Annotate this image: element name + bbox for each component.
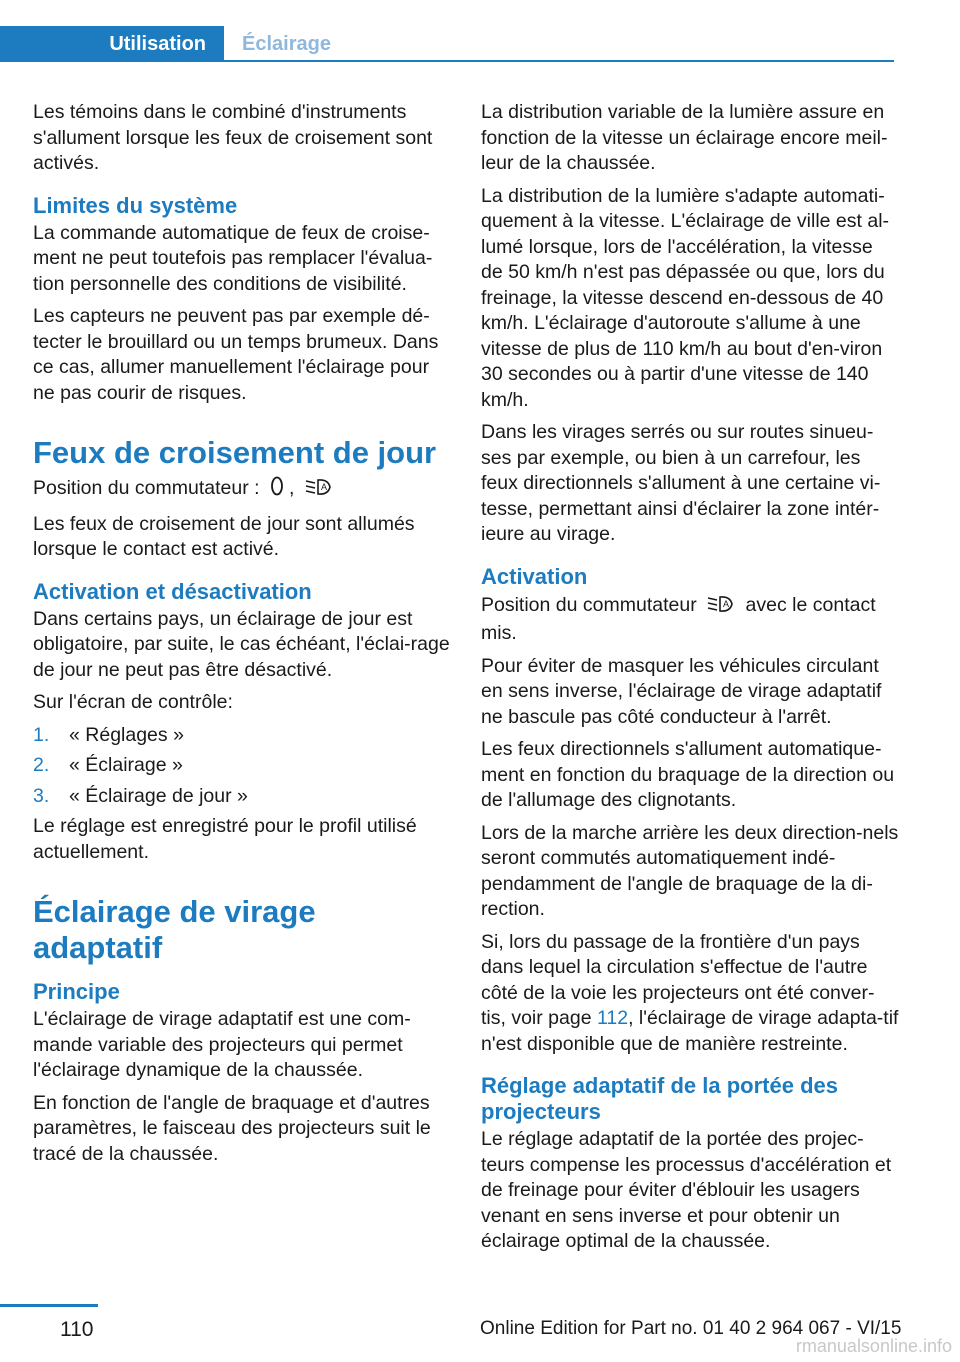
icon-separator: ,	[288, 477, 295, 499]
switch-position-label: Position du commutateur :	[33, 477, 260, 499]
paragraph: Lors de la marche arrière les deux direction‐nels seront commutés automatiquement indé‐pendamment de l'angle de braquage de la di‐rection.	[481, 821, 899, 920]
heading-eclairage-virage: Éclairage de virage adaptatif	[33, 894, 316, 965]
step-number: 3.	[33, 784, 50, 807]
page-header	[0, 0, 960, 62]
paragraph: Les feux directionnels s'allument automatique‐ment en fonction du braquage de la direction ou de l'allumage des clignotants.	[481, 738, 895, 811]
paragraph: Le réglage est enregistré pour le profil utilisé actuellement.	[33, 815, 417, 863]
step-text: « Éclairage de jour »	[69, 784, 248, 807]
paragraph: L'éclairage de virage adaptatif est une com‐mande variable des projecteurs qui permet l'éclairage dynamique de la chaussée.	[33, 1008, 411, 1081]
paragraph: Dans les virages serrés ou sur routes sinueu‐ses par exemple, ou bien à un carrefour, les feux directionnels s'allument à une certaine vi‐tesse, permettant ainsi d'éclairer la zone intér‐ieure au virage.	[481, 421, 881, 545]
step-text: « Éclairage »	[69, 754, 183, 776]
switch-zero-icon	[269, 475, 285, 505]
watermark: rmanualsonline.info	[795, 1336, 952, 1356]
step-number: 2.	[33, 754, 50, 776]
header-divider	[224, 60, 894, 62]
low-beam-auto-icon	[304, 475, 334, 505]
list-item	[33, 723, 451, 749]
paragraph-text: , l'éclairage de virage adapta‐tif n'est disponible que de manière restreinte.	[481, 1007, 899, 1055]
heading-activation: Activation	[481, 563, 588, 589]
right-column	[481, 100, 899, 1262]
heading-activation-desactivation: Activation et désactivation	[33, 578, 312, 604]
edition-info: Online Edition for Part no. 01 40 2 964 067 - VI/15	[480, 1318, 902, 1339]
paragraph: Pour éviter de masquer les véhicules circulant en sens inverse, l'éclairage de virage adaptatif ne bascule pas côté conducteur à l'arrêt.	[481, 654, 882, 728]
left-column	[33, 100, 451, 1174]
switch-position-line	[481, 592, 899, 647]
page-number: 110	[60, 1318, 94, 1341]
switch-position-line	[33, 475, 451, 505]
page-reference-link[interactable]: 112	[596, 1007, 629, 1029]
svg-text:A: A	[723, 598, 730, 609]
section-tab-utilisation[interactable]: Utilisation	[0, 26, 224, 62]
step-text: « Réglages »	[69, 723, 184, 746]
paragraph: Les témoins dans le combiné d'instruments s'allument lorsque les feux de croisement sont activés.	[33, 101, 433, 174]
paragraph: Dans certains pays, un éclairage de jour est obligatoire, par suite, le cas échéant, l'éclai‐rage de jour ne peut pas être désactivé.	[33, 607, 450, 681]
step-number: 1.	[33, 723, 50, 746]
switch-position-label: Position du commutateur	[481, 593, 697, 616]
heading-feux-jour: Feux de croisement de jour	[33, 435, 437, 470]
svg-text:A: A	[320, 482, 327, 492]
switch-position-suffix: avec le contact mis.	[481, 593, 876, 644]
paragraph: La distribution de la lumière s'adapte automati‐quement à la vitesse. L'éclairage de ville est al‐lumé lorsque, lors de l'accélération, la vitesse de 50 km/h n'est pas dépassée ou que, lors du freinage, la vitesse descend en-dessous de 40 km/h. L'éclairage d'autoroute s'allume à une vitesse de plus de 110 km/h au bout d'en‐viron 30 secondes ou à partir d'une vitesse de 140 km/h.	[481, 184, 890, 411]
paragraph-with-link	[481, 930, 899, 1058]
paragraph: Le réglage adaptatif de la portée des projec‐teurs compense les processus d'accélération et de freinage pour éviter d'éblouir les usagers venant en sens inverse et pour obtenir un éclairage optimal de la chaussée.	[481, 1128, 892, 1252]
steps-list	[33, 723, 451, 810]
list-item	[33, 784, 451, 810]
paragraph: Les capteurs ne peuvent pas par exemple dé‐tecter le brouillard ou un temps brumeux. Dans ce cas, allumer manuellement l'éclairage pour ne pas courir de risques.	[33, 305, 439, 404]
footer-accent-line	[0, 1304, 98, 1307]
low-beam-auto-icon	[706, 592, 736, 622]
paragraph: Sur l'écran de contrôle:	[33, 691, 233, 713]
paragraph: La distribution variable de la lumière assure en fonction de la vitesse un éclairage encore meil‐leur de la chaussée.	[481, 101, 888, 174]
paragraph-text: Si, lors du passage de la frontière d'un pays dans lequel la circulation s'effectue de l'autre côté de la voie les projecteurs ont été conver‐tis, voir page	[481, 930, 875, 1029]
section-tab-eclairage[interactable]: Éclairage	[242, 33, 331, 55]
heading-principe: Principe	[33, 979, 120, 1004]
paragraph: En fonction de l'angle de braquage et d'autres paramètres, le faisceau des projecteurs suit le tracé de la chaussée.	[33, 1091, 431, 1165]
heading-limites: Limites du système	[33, 192, 238, 218]
paragraph: Les feux de croisement de jour sont allumés lorsque le contact est activé.	[33, 512, 415, 560]
heading-reglage-portee: Réglage adaptatif de la portée des projecteurs	[481, 1073, 838, 1124]
paragraph: La commande automatique de feux de croise‐ment ne peut toutefois pas remplacer l'évalua‐tion personnelle des conditions de visibilité.	[33, 221, 433, 295]
list-item	[33, 753, 451, 779]
